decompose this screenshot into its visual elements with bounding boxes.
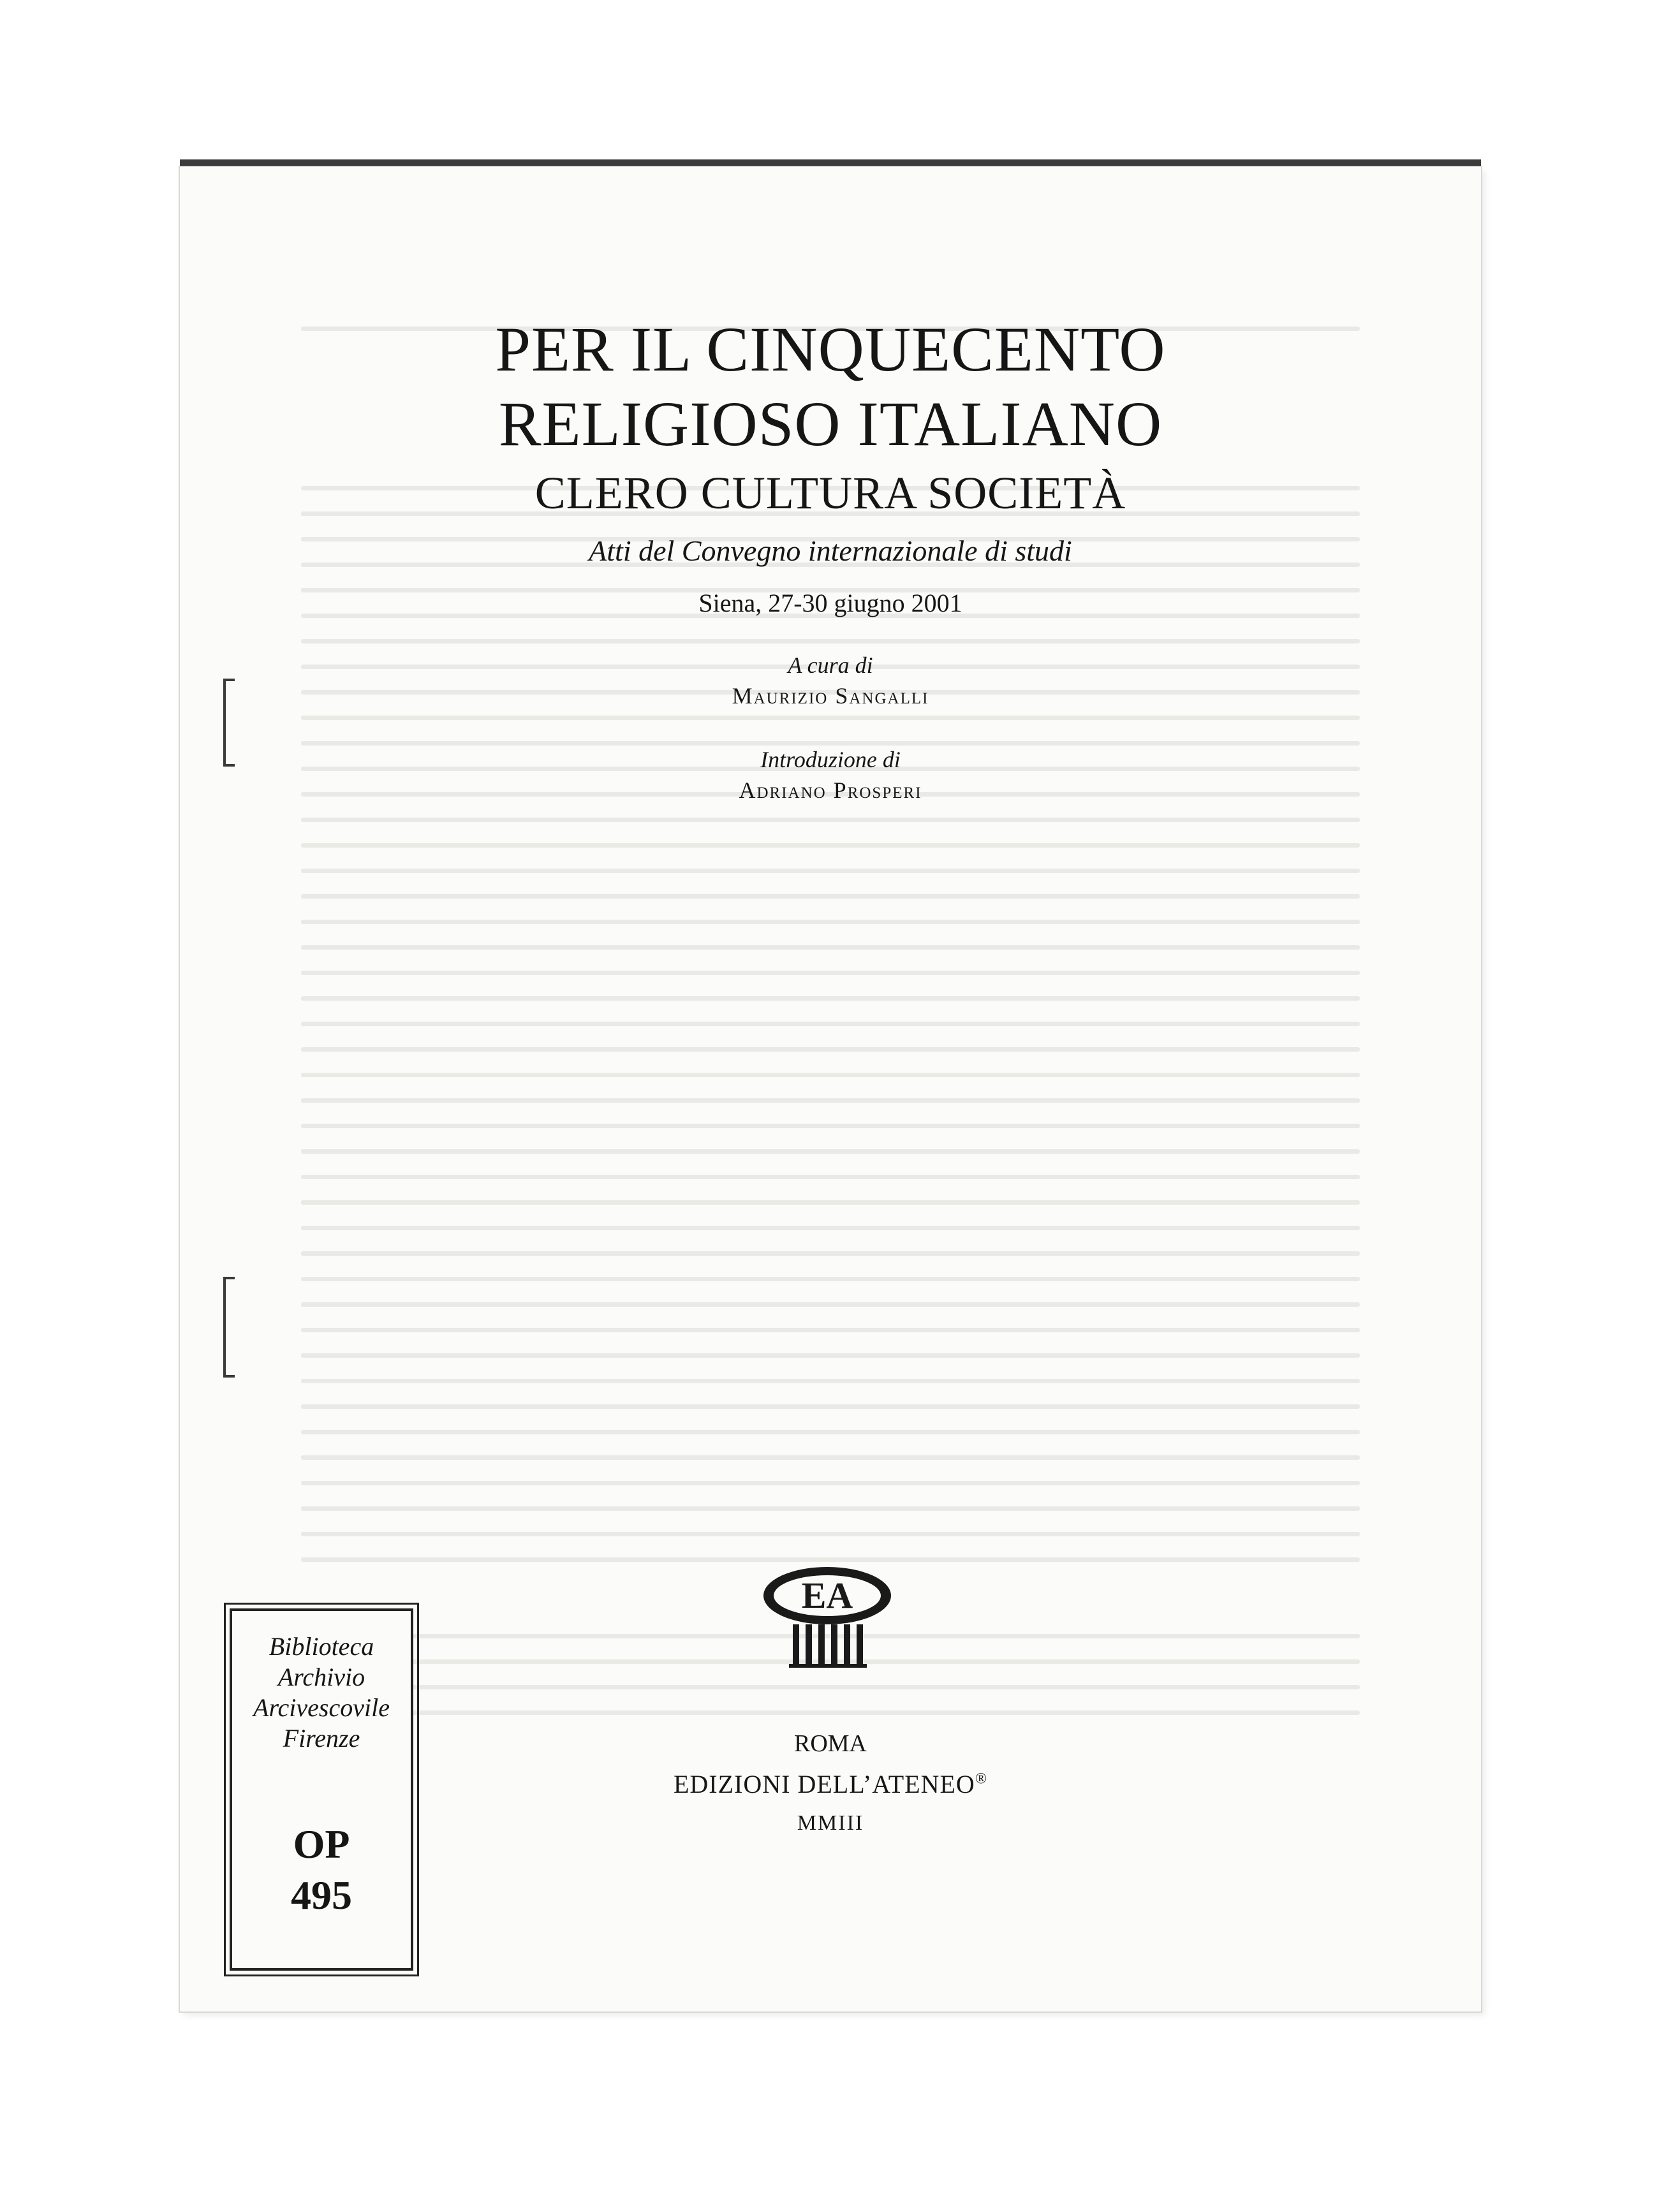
intro-name: Adriano Prosperi	[739, 777, 922, 803]
publisher-name: EDIZIONI DELL’ATENEO	[673, 1770, 975, 1798]
booklet-cover	[180, 167, 1481, 2011]
booklet-top-edge	[180, 159, 1481, 167]
editor-label: A cura di	[788, 652, 873, 678]
subtitle: CLERO CULTURA SOCIETÀ	[534, 467, 1126, 518]
stamp-line-4: Firenze	[283, 1724, 360, 1753]
registered-mark: ®	[975, 1770, 988, 1788]
staple-bottom	[223, 1277, 235, 1378]
proceedings-line: Atti del Convegno internazionale di studi	[589, 534, 1072, 567]
place-date: Siena, 27-30 giugno 2001	[698, 589, 962, 617]
library-stamp	[230, 1608, 413, 1971]
shelf-prefix: OP	[293, 1821, 350, 1867]
publisher-city: ROMA	[793, 1730, 867, 1757]
title-line-1: PER IL CINQUECENTO	[495, 314, 1166, 385]
stamp-line-1: Biblioteca	[269, 1632, 374, 1661]
shelf-number: 495	[291, 1872, 352, 1918]
publication-year: MMIII	[797, 1811, 864, 1835]
stamp-line-3: Arcivescovile	[253, 1693, 390, 1722]
editor-name: Maurizio Sangalli	[732, 683, 929, 709]
intro-label: Introduzione di	[760, 747, 901, 772]
publisher-logo	[757, 1561, 897, 1669]
stamp-line-2: Archivio	[277, 1663, 365, 1691]
logo-text: EA	[801, 1575, 853, 1616]
title-line-2: RELIGIOSO ITALIANO	[498, 388, 1163, 459]
